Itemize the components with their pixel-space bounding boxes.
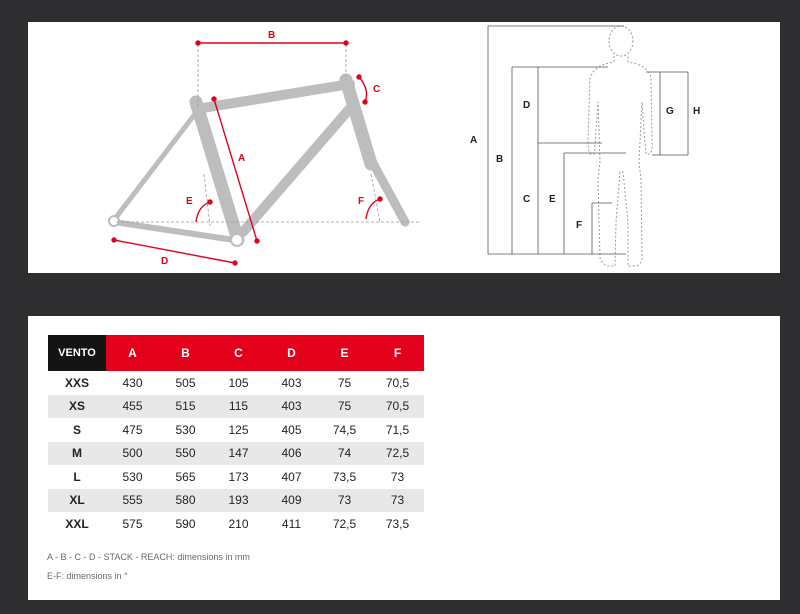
body-silhouette xyxy=(588,26,652,266)
dim-f-end xyxy=(378,197,382,201)
table-cell: 590 xyxy=(175,516,196,531)
column-header-a: A xyxy=(106,335,159,371)
table-cell: 550 xyxy=(159,442,212,466)
table-cell: 530 xyxy=(122,469,143,484)
table-cell: 105 xyxy=(228,375,249,390)
column-header-e: E xyxy=(318,335,371,371)
table-cell: 500 xyxy=(106,442,159,466)
body-label-f: F xyxy=(576,220,583,231)
table-cell: 475 xyxy=(122,422,143,437)
dim-c-arc xyxy=(359,77,367,102)
geometry-table-panel xyxy=(28,316,780,600)
column-header-f: F xyxy=(371,335,424,371)
table-cell: 73,5 xyxy=(385,516,410,531)
dim-c-start xyxy=(357,75,361,79)
table-cell: 407 xyxy=(281,469,302,484)
body-label-e: E xyxy=(549,194,556,205)
table-row xyxy=(48,395,424,419)
size-cell: S xyxy=(72,422,81,437)
dim-a-start xyxy=(212,97,216,101)
size-cell: XXS xyxy=(64,375,89,390)
table-cell: 70,5 xyxy=(371,395,424,419)
table-cell: 173 xyxy=(228,469,249,484)
bottom-bracket xyxy=(231,234,243,246)
table-cell: 75 xyxy=(318,395,371,419)
column-header-c: C xyxy=(212,335,265,371)
dim-d-end xyxy=(233,261,237,265)
table-cell: 430 xyxy=(122,375,143,390)
size-cell: M xyxy=(48,442,106,466)
column-header-b: B xyxy=(159,335,212,371)
seat-tube xyxy=(196,102,238,240)
table-cell: 70,5 xyxy=(385,375,410,390)
rear-dropout xyxy=(109,216,119,226)
dim-a-end xyxy=(255,239,259,243)
bike-frame xyxy=(109,80,405,246)
dim-c-end xyxy=(363,100,367,104)
figure-outline xyxy=(588,56,652,266)
table-cell: 409 xyxy=(265,489,318,513)
table-cell: 74,5 xyxy=(332,422,357,437)
units-note-mm: A - B - C - D - STACK - REACH: dimensions in mm xyxy=(47,552,250,562)
table-cell: 555 xyxy=(106,489,159,513)
top-tube xyxy=(203,84,350,108)
body-label-h: H xyxy=(693,106,701,117)
table-cell: 75 xyxy=(337,375,352,390)
dim-d-line xyxy=(114,240,235,263)
size-cell: XXL xyxy=(65,516,89,531)
body-label-b: B xyxy=(496,154,504,165)
geometry-table xyxy=(48,335,424,536)
dim-e-end xyxy=(208,200,212,204)
table-cell: 565 xyxy=(175,469,196,484)
frame-label-a: A xyxy=(238,153,246,164)
units-note-degrees: E-F: dimensions in ° xyxy=(47,571,128,581)
frame-label-b: B xyxy=(268,30,276,41)
table-cell: 515 xyxy=(159,395,212,419)
table-cell: 193 xyxy=(212,489,265,513)
table-cell: 72,5 xyxy=(371,442,424,466)
table-cell: 147 xyxy=(212,442,265,466)
frame-label-e: E xyxy=(186,196,193,207)
body-letters xyxy=(470,100,700,231)
frame-label-c: C xyxy=(373,84,381,95)
size-cell: XL xyxy=(48,489,106,513)
table-cell: 405 xyxy=(281,422,302,437)
table-cell: 72,5 xyxy=(332,516,357,531)
down-tube xyxy=(243,106,352,232)
model-header: VENTO xyxy=(48,335,106,371)
diagram-canvas xyxy=(28,22,780,273)
geometry-diagram-panel xyxy=(28,22,780,273)
table-cell: 73,5 xyxy=(332,469,357,484)
table-row xyxy=(48,489,424,513)
figure-head xyxy=(609,26,633,56)
table-row xyxy=(48,442,424,466)
table-header-row xyxy=(48,335,424,371)
table-row xyxy=(48,465,424,489)
table-cell: 580 xyxy=(159,489,212,513)
table-cell: 455 xyxy=(106,395,159,419)
table-cell: 403 xyxy=(281,375,302,390)
fork xyxy=(368,154,405,222)
dim-b-start xyxy=(196,41,200,45)
table-cell: 73 xyxy=(318,489,371,513)
table-row xyxy=(48,512,424,536)
body-guides xyxy=(488,26,688,254)
table-cell: 505 xyxy=(175,375,196,390)
table-cell: 73 xyxy=(371,489,424,513)
table-cell: 115 xyxy=(212,395,265,419)
table-row xyxy=(48,418,424,442)
table-cell: 406 xyxy=(265,442,318,466)
frame-label-f: F xyxy=(358,196,365,207)
dim-b-end xyxy=(344,41,348,45)
table-cell: 73 xyxy=(390,469,405,484)
table-cell: 403 xyxy=(265,395,318,419)
table-cell: 74 xyxy=(318,442,371,466)
body-label-c: C xyxy=(523,194,531,205)
body-label-a: A xyxy=(470,135,478,146)
table-row xyxy=(48,371,424,395)
table-cell: 575 xyxy=(122,516,143,531)
body-label-g: G xyxy=(666,106,674,117)
table-cell: 71,5 xyxy=(385,422,410,437)
table-cell: 530 xyxy=(175,422,196,437)
column-header-d: D xyxy=(265,335,318,371)
size-cell: XS xyxy=(48,395,106,419)
chain-stay xyxy=(114,222,234,240)
table-cell: 411 xyxy=(281,516,302,531)
table-cell: 125 xyxy=(228,422,249,437)
table-cell: 210 xyxy=(228,516,249,531)
frame-label-d: D xyxy=(161,256,169,267)
size-cell: L xyxy=(73,469,81,484)
body-label-d: D xyxy=(523,100,531,111)
dim-d-start xyxy=(112,238,116,242)
